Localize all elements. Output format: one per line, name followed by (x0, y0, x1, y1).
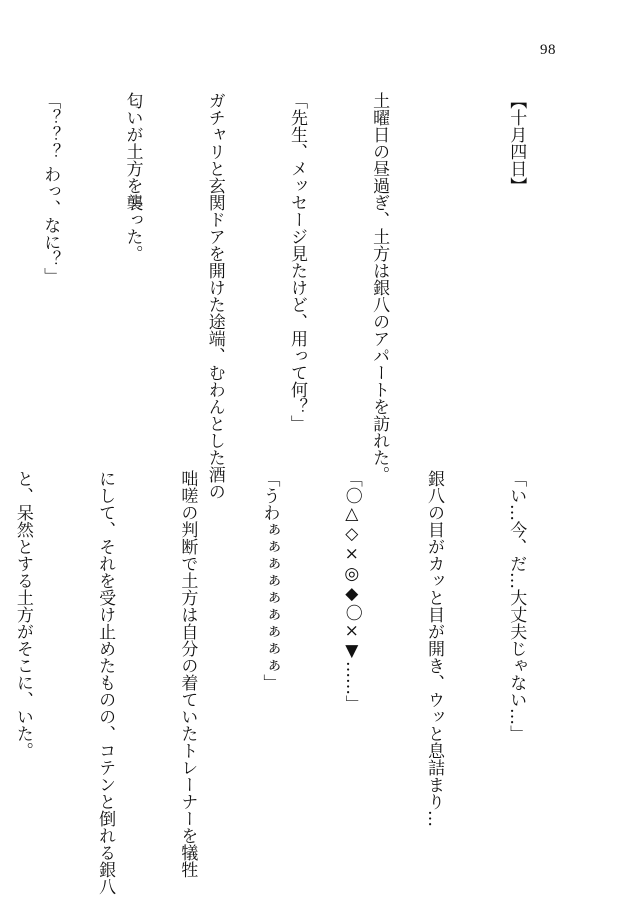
text-column: 「うわぁぁぁぁぁぁぁぁぁ」 (259, 470, 280, 691)
text-column: 咄嗟の判断で土方は自分の着ていたトレーナーを犠牲 (177, 470, 198, 878)
text-column: にして、それを受け止めたものの、コテンと倒れる銀八 (95, 470, 116, 895)
text-column: 匂いが土方を襲った。 (122, 92, 143, 262)
upper-text-block (0, 92, 584, 500)
text-column: 「？？？ わっ、なに？」 (40, 92, 61, 285)
text-column: 土曜日の昼過ぎ、土方は銀八のアパートを訪れた。 (369, 92, 390, 483)
text-column: ガチャリと玄関ドアを開けた途端、むわんとした酒の (204, 92, 225, 500)
text-column: 「〇△◇×◎◆〇×▼……」 (341, 470, 362, 712)
text-column: 【十月四日】 (506, 92, 527, 194)
page-number: 98 (540, 42, 556, 58)
text-column: 「い…今、だ…大丈夫じゃない…」 (506, 470, 527, 742)
text-column: 銀八の目がカッと目が開き、ウッと息詰まり… (423, 470, 444, 827)
text-column: と、呆然とする土方がそこに、いた。 (12, 470, 33, 759)
lower-text-block (0, 470, 584, 895)
text-column: 「先生、メッセージ見たけど、用って何？」 (286, 92, 307, 432)
